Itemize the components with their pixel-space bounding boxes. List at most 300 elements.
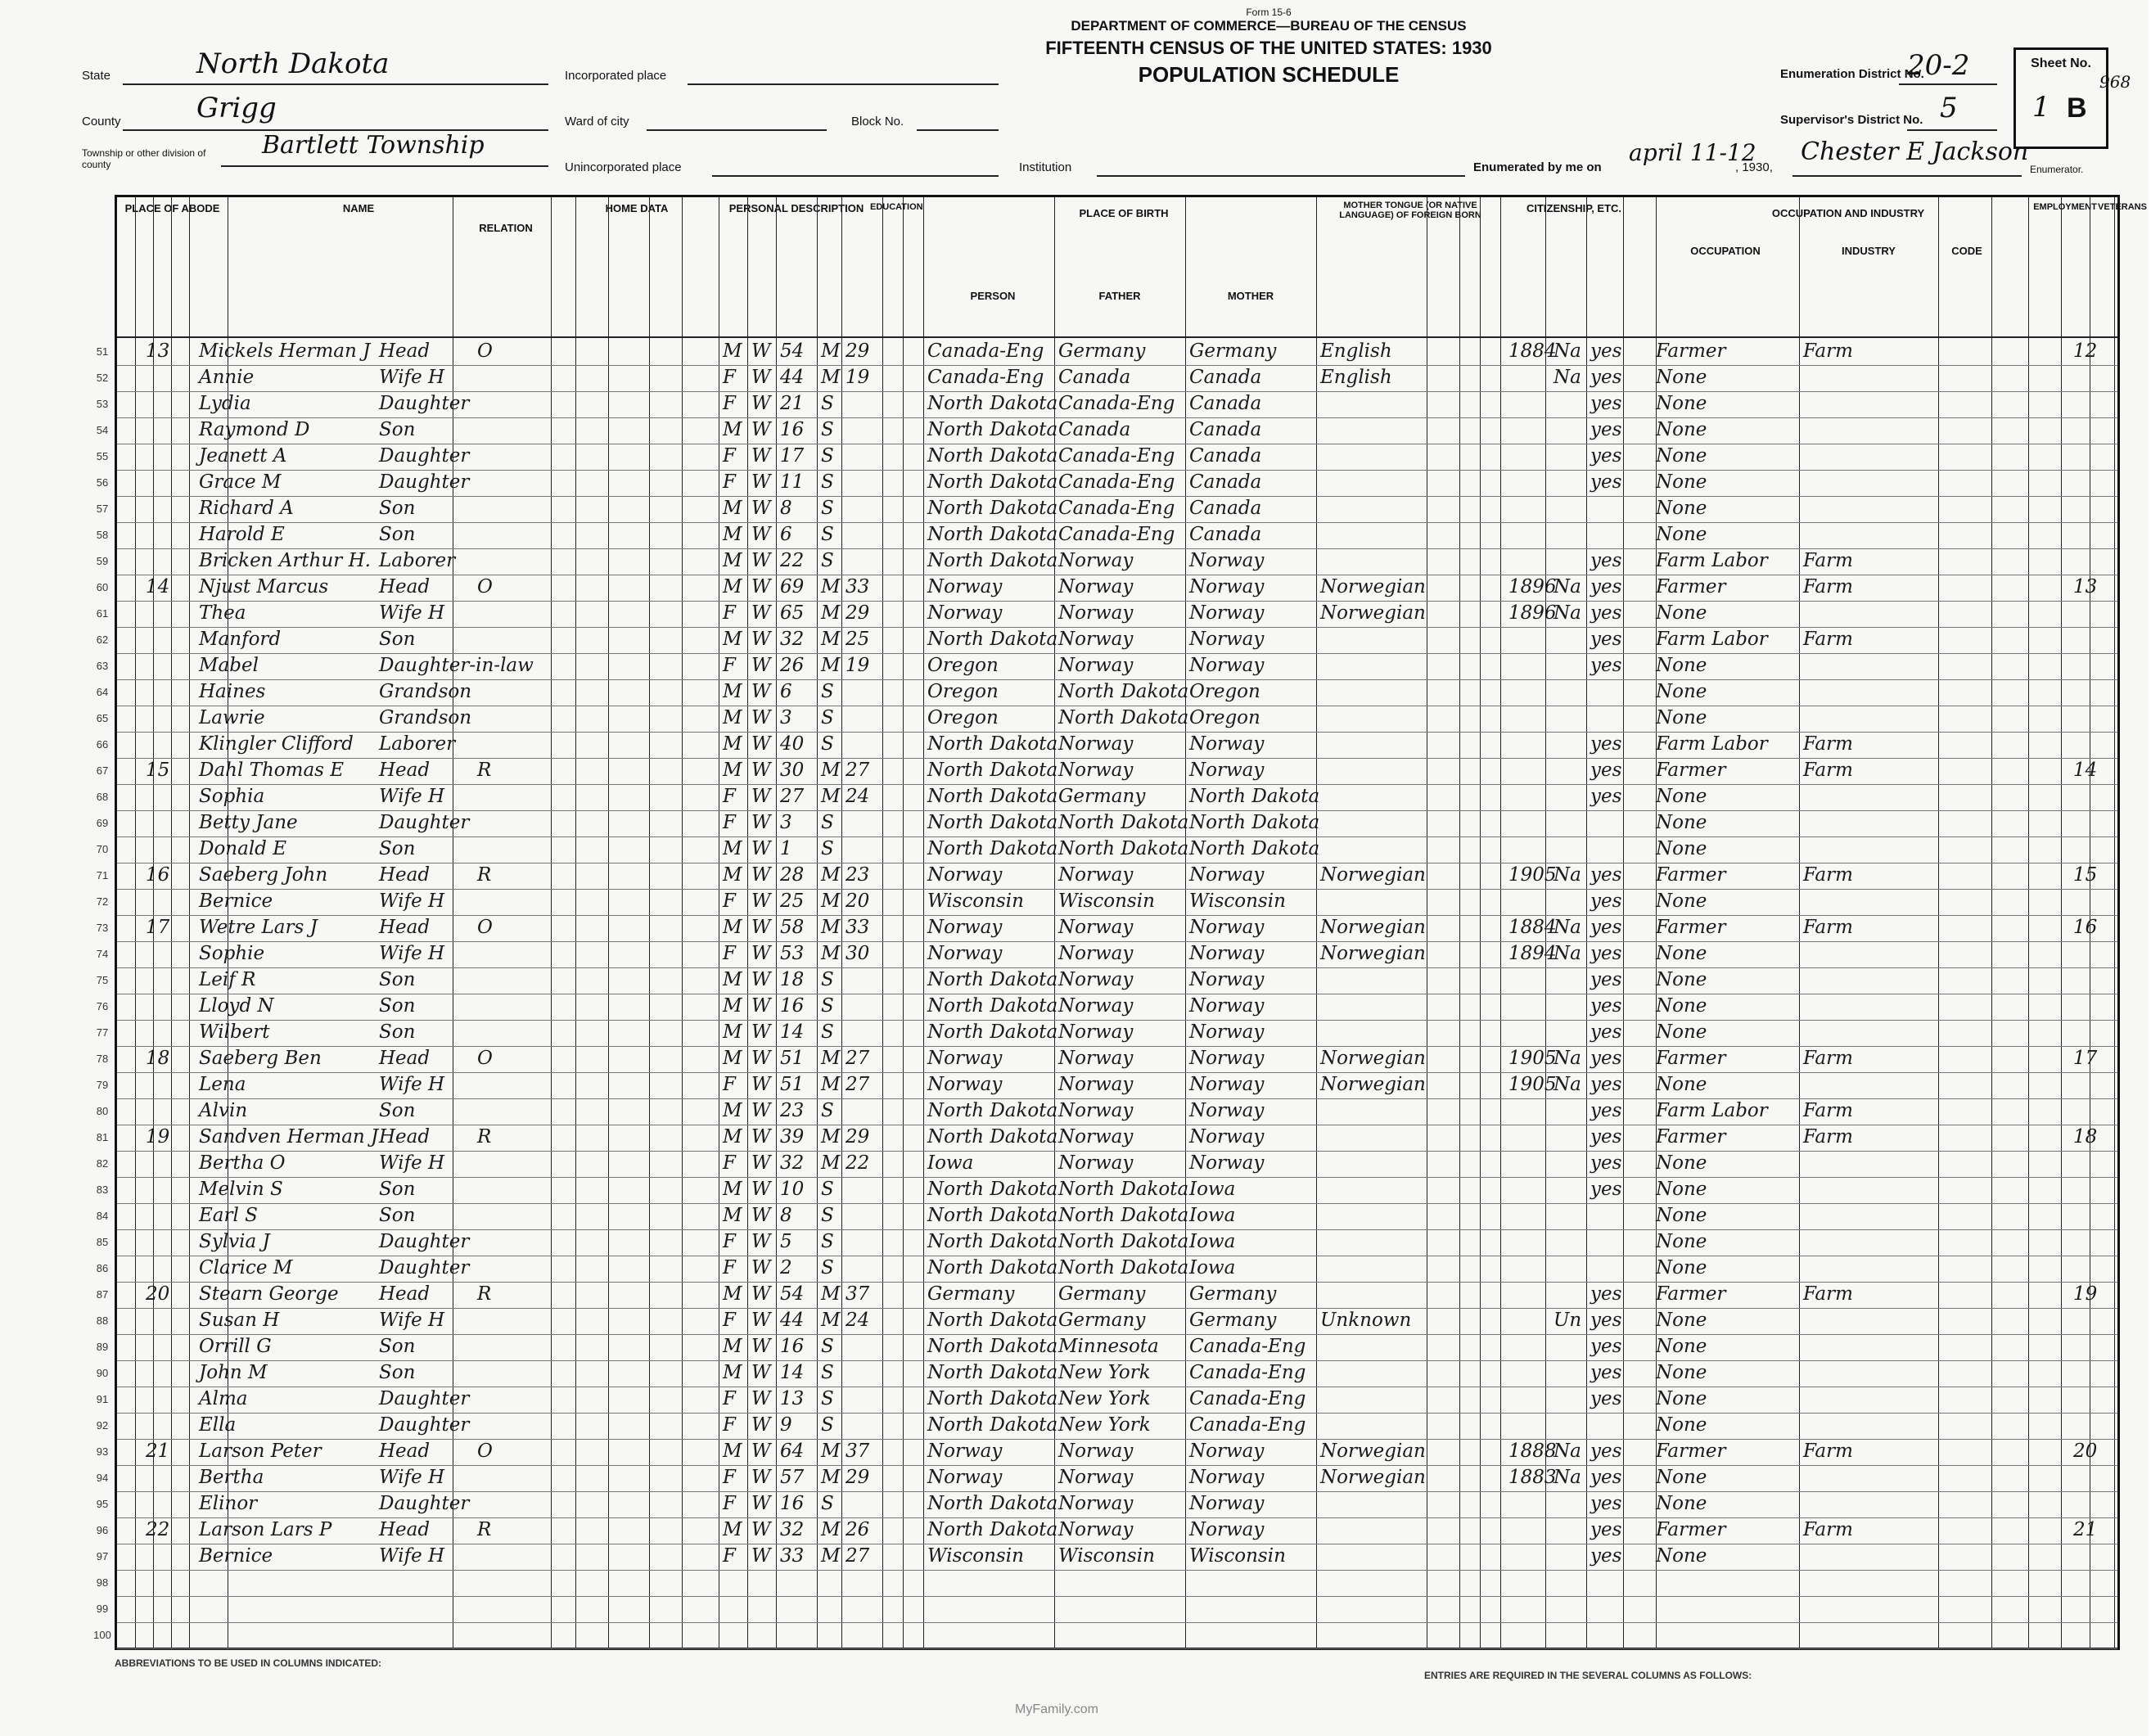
cell-father: Canada-Eng	[1058, 445, 1175, 467]
cell-race: W	[751, 943, 771, 964]
cell-imm	[1508, 1621, 1549, 1648]
cell-fam	[2073, 940, 2114, 967]
cell-sex: F	[723, 1414, 736, 1436]
cell-ind	[1803, 1255, 1934, 1282]
line-number: 74	[96, 948, 109, 960]
cell-ind	[1803, 1464, 1934, 1491]
cell-name: Lloyd N	[199, 995, 274, 1017]
cell-ms: S	[821, 1257, 834, 1278]
cell-eng: yes	[1590, 1493, 1622, 1514]
line-number: 82	[96, 1157, 109, 1170]
cell-rel: Daughter-in-law	[379, 655, 534, 676]
cell-imm	[1508, 469, 1549, 496]
cell-birth: Wisconsin	[927, 891, 1024, 912]
cell-am	[846, 1569, 878, 1596]
cell-ind: Farm	[1803, 917, 1853, 938]
cell-name: Melvin S	[199, 1179, 283, 1200]
cell-home	[477, 1176, 510, 1203]
cell-eng: yes	[1590, 550, 1622, 571]
cell-name: Mabel	[199, 655, 259, 676]
cell-birth: North Dakota	[927, 1414, 1058, 1436]
cell-ind	[1803, 836, 1934, 863]
cell-father: Germany	[1058, 786, 1146, 807]
group-education: EDUCATION	[870, 202, 923, 212]
cell-mother: Norway	[1189, 602, 1265, 624]
cell-father: Norway	[1058, 733, 1134, 755]
cell-ms: S	[821, 1231, 834, 1252]
cell-age	[780, 1621, 813, 1648]
cell-imm: 1905	[1508, 1048, 1557, 1069]
cell-nat	[1554, 1202, 1586, 1229]
cell-fam	[2073, 967, 2114, 994]
cell-home	[477, 1490, 510, 1517]
table-row	[96, 338, 2117, 366]
cell-home	[477, 967, 510, 994]
cell-ind: Farm	[1803, 1519, 1853, 1540]
cell-birth: North Dakota	[927, 1336, 1058, 1357]
census-grid	[93, 195, 2147, 1650]
cell-home: O	[477, 576, 493, 597]
cell-imm	[1508, 1517, 1549, 1544]
cell-rel: Son	[379, 1205, 416, 1226]
cell-ind: Farm	[1803, 1100, 1853, 1121]
cell-dw	[146, 390, 187, 417]
cell-ms: M	[821, 1074, 841, 1095]
table-row	[96, 1438, 2117, 1466]
cell-rel: Daughter	[379, 393, 470, 414]
cell-eng	[1590, 1412, 1623, 1439]
table-row	[96, 757, 2117, 785]
cell-name: Betty Jane	[199, 812, 298, 833]
cell-birth: North Dakota	[927, 1493, 1058, 1514]
col-occupation: OCCUPATION	[1690, 245, 1761, 257]
cell-race: W	[751, 629, 771, 650]
cell-imm	[1508, 1255, 1549, 1282]
cell-ms: M	[821, 1152, 841, 1174]
cell-race: W	[751, 1074, 771, 1095]
cell-tongue	[1320, 757, 1427, 784]
line-number: 100	[93, 1629, 111, 1641]
cell-dw	[146, 626, 187, 653]
cell-ind	[1803, 1359, 1934, 1387]
line-number: 78	[96, 1053, 109, 1065]
cell-tongue	[1320, 705, 1427, 732]
cell-birth: Oregon	[927, 707, 999, 728]
cell-tongue: Norwegian	[1320, 602, 1426, 624]
cell-dw	[146, 1490, 187, 1517]
cell-fam	[2073, 1098, 2114, 1125]
cell-rel: Head	[379, 340, 431, 362]
cell-name: Saeberg Ben	[199, 1048, 322, 1069]
footer-abbreviations: ABBREVIATIONS TO BE USED IN COLUMNS INDICATED:	[115, 1657, 382, 1669]
line-number: 99	[96, 1603, 109, 1615]
cell-age: 39	[780, 1126, 805, 1148]
form-number: Form 15-6	[1246, 7, 1292, 18]
cell-dw: 15	[146, 760, 170, 781]
cell-birth: Oregon	[927, 655, 999, 676]
cell-father: North Dakota	[1058, 838, 1189, 859]
cell-home	[477, 1150, 510, 1177]
table-row	[96, 574, 2117, 602]
cell-nat	[1554, 1490, 1586, 1517]
line-number: 95	[96, 1498, 109, 1510]
cell-race: W	[751, 602, 771, 624]
cell-nat: Un	[1554, 1310, 1582, 1331]
line-number: 79	[96, 1079, 109, 1091]
cell-rel: Son	[379, 524, 416, 545]
cell-imm: 1896	[1508, 602, 1557, 624]
cell-mother: North Dakota	[1189, 812, 1320, 833]
cell-occ	[1656, 1621, 1795, 1648]
table-row	[96, 731, 2117, 759]
cell-sex: F	[723, 1074, 736, 1095]
cell-occ: None	[1656, 995, 1707, 1017]
cell-imm	[1508, 417, 1549, 444]
cell-rel: Son	[379, 1179, 416, 1200]
cell-father: Norway	[1058, 550, 1134, 571]
cell-rel: Son	[379, 498, 416, 519]
cell-home	[477, 1229, 510, 1256]
cell-mother: Germany	[1189, 340, 1277, 362]
cell-ind	[1803, 1202, 1934, 1229]
cell-race: W	[751, 917, 771, 938]
cell-dw	[146, 731, 187, 758]
table-row	[96, 1255, 2117, 1283]
cell-birth: North Dakota	[927, 629, 1058, 650]
cell-father: Norway	[1058, 917, 1134, 938]
cell-eng: yes	[1590, 1152, 1622, 1174]
cell-nat	[1554, 1359, 1586, 1387]
table-row	[96, 783, 2117, 811]
cell-name	[199, 1569, 371, 1596]
cell-father: Germany	[1058, 1310, 1146, 1331]
cell-am: 37	[846, 1441, 870, 1462]
cell-birth: Iowa	[927, 1152, 974, 1174]
township-value: Bartlett Township	[262, 131, 485, 160]
cell-age: 33	[780, 1545, 805, 1567]
cell-dw	[146, 1098, 187, 1125]
line-number: 73	[96, 922, 109, 934]
cell-ind	[1803, 1386, 1934, 1413]
cell-imm	[1508, 1543, 1549, 1570]
table-row	[96, 364, 2117, 392]
cell-imm	[1508, 731, 1549, 758]
table-row	[96, 1176, 2117, 1204]
cell-ind	[1803, 1307, 1934, 1334]
cell-age: 13	[780, 1388, 805, 1409]
line-number: 72	[96, 895, 109, 908]
line-number: 64	[96, 686, 109, 698]
cell-birth: North Dakota	[927, 733, 1058, 755]
cell-home	[477, 390, 510, 417]
cell-birth	[927, 1621, 1058, 1648]
cell-dw	[146, 443, 187, 470]
line-number: 93	[96, 1445, 109, 1458]
cell-tongue	[1320, 836, 1427, 863]
cell-occ	[1656, 1595, 1795, 1622]
table-row	[96, 1543, 2117, 1571]
state-label: State	[82, 69, 111, 83]
cell-birth: North Dakota	[927, 1257, 1058, 1278]
line-number: 94	[96, 1472, 109, 1484]
line-number: 97	[96, 1550, 109, 1562]
cell-sex: F	[723, 1231, 736, 1252]
cell-dw	[146, 1176, 187, 1203]
cell-eng	[1590, 836, 1623, 863]
cell-race: W	[751, 1519, 771, 1540]
cell-imm	[1508, 521, 1549, 548]
cell-am	[846, 1176, 878, 1203]
cell-rel: Son	[379, 629, 416, 650]
group-citizenship: CITIZENSHIP, ETC.	[1526, 202, 1622, 214]
cell-race: W	[751, 445, 771, 467]
cell-nat	[1554, 1621, 1586, 1648]
cell-mother: Canada	[1189, 419, 1262, 440]
cell-father: Wisconsin	[1058, 891, 1155, 912]
cell-ind: Farm	[1803, 733, 1853, 755]
cell-eng	[1590, 1229, 1623, 1256]
cell-race: W	[751, 1414, 771, 1436]
cell-dw	[146, 548, 187, 575]
cell-dw	[146, 364, 187, 391]
cell-am: 30	[846, 943, 870, 964]
cell-eng: yes	[1590, 891, 1622, 912]
cell-imm	[1508, 1490, 1549, 1517]
line-number: 92	[96, 1419, 109, 1432]
cell-occ: None	[1656, 1362, 1707, 1383]
cell-rel: Head	[379, 760, 431, 781]
cell-father: Canada	[1058, 367, 1131, 388]
cell-nat	[1554, 652, 1586, 679]
cell-eng	[1590, 1595, 1623, 1622]
cell-father: North Dakota	[1058, 1205, 1189, 1226]
cell-rel: Son	[379, 419, 416, 440]
table-row	[96, 548, 2117, 575]
cell-am	[846, 1490, 878, 1517]
line-number: 71	[96, 869, 109, 882]
cell-nat	[1554, 1333, 1586, 1360]
cell-name: Bernice	[199, 891, 273, 912]
table-row	[96, 1150, 2117, 1178]
cell-father: Norway	[1058, 1100, 1134, 1121]
cell-imm: 1888	[1508, 1441, 1557, 1462]
cell-name: Mickels Herman J	[199, 340, 371, 362]
cell-mother: North Dakota	[1189, 838, 1320, 859]
block-label: Block No.	[851, 115, 904, 129]
cell-race: W	[751, 1310, 771, 1331]
cell-mother: Canada	[1189, 367, 1262, 388]
cell-race: W	[751, 864, 771, 886]
cell-birth: North Dakota	[927, 393, 1058, 414]
cell-eng: yes	[1590, 1388, 1622, 1409]
cell-race: W	[751, 498, 771, 519]
cell-rel: Daughter	[379, 1493, 470, 1514]
line-number: 91	[96, 1393, 109, 1405]
cell-mother: Norway	[1189, 1074, 1265, 1095]
cell-name: Lawrie	[199, 707, 265, 728]
cell-occ: Farm Labor	[1656, 550, 1768, 571]
cell-ind	[1803, 521, 1934, 548]
cell-am: 29	[846, 602, 870, 624]
cell-tongue	[1320, 1229, 1427, 1256]
cell-sex: M	[723, 524, 742, 545]
cell-rel	[379, 1621, 469, 1648]
cell-dw	[146, 600, 187, 627]
cell-mother: Canada-Eng	[1189, 1388, 1306, 1409]
cell-am	[846, 731, 878, 758]
cell-race: W	[751, 524, 771, 545]
cell-age: 32	[780, 1152, 805, 1174]
cell-eng: yes	[1590, 760, 1622, 781]
cell-nat	[1554, 809, 1586, 836]
cell-ms: S	[821, 1205, 834, 1226]
cell-am	[846, 443, 878, 470]
incorporated-line	[688, 83, 999, 85]
cell-nat	[1554, 1229, 1586, 1256]
cell-nat: Na	[1554, 1467, 1581, 1488]
cell-am: 24	[846, 786, 870, 807]
line-number: 62	[96, 634, 109, 646]
cell-tongue	[1320, 1150, 1427, 1177]
cell-fam	[2073, 1543, 2114, 1570]
cell-fam	[2073, 1071, 2114, 1098]
cell-fam	[2073, 809, 2114, 836]
cell-fam	[2073, 1255, 2114, 1282]
cell-tongue: Norwegian	[1320, 864, 1426, 886]
cell-imm	[1508, 1124, 1549, 1151]
cell-occ: Farmer	[1656, 760, 1726, 781]
cell-eng	[1590, 1202, 1623, 1229]
cell-race: W	[751, 576, 771, 597]
cell-mother: Norway	[1189, 917, 1265, 938]
cell-tongue	[1320, 469, 1427, 496]
cell-birth: North Dakota	[927, 524, 1058, 545]
cell-tongue	[1320, 1621, 1427, 1648]
cell-ind	[1803, 652, 1934, 679]
cell-eng: yes	[1590, 445, 1622, 467]
cell-occ: None	[1656, 786, 1707, 807]
county-value: Grigg	[196, 92, 277, 124]
cell-rel: Daughter	[379, 1231, 470, 1252]
cell-rel: Son	[379, 969, 416, 990]
cell-mother: Norway	[1189, 1519, 1265, 1540]
cell-home	[477, 1621, 510, 1648]
cell-age: 64	[780, 1441, 805, 1462]
cell-rel: Wife H	[379, 1467, 445, 1488]
table-row	[96, 1412, 2117, 1440]
cell-imm	[1508, 679, 1549, 706]
cell-fam	[2073, 1569, 2114, 1596]
cell-sex: M	[723, 917, 742, 938]
cell-birth: Norway	[927, 576, 1003, 597]
cell-race: W	[751, 1283, 771, 1305]
cell-ms: S	[821, 681, 834, 702]
cell-sex: F	[723, 393, 736, 414]
table-row	[96, 417, 2117, 444]
cell-name: Clarice M	[199, 1257, 293, 1278]
cell-tongue	[1320, 1543, 1427, 1570]
cell-race: W	[751, 1126, 771, 1148]
cell-home	[477, 443, 510, 470]
cell-imm	[1508, 888, 1549, 915]
cell-age: 30	[780, 760, 805, 781]
cell-fam	[2073, 364, 2114, 391]
cell-nat	[1554, 888, 1586, 915]
cell-dw	[146, 1464, 187, 1491]
cell-tongue: English	[1320, 340, 1392, 362]
cell-home	[477, 495, 510, 522]
page-stamp: 968	[2099, 72, 2131, 92]
cell-imm: 1894	[1508, 943, 1557, 964]
cell-tongue	[1320, 783, 1427, 810]
table-row	[96, 443, 2117, 471]
table-row	[96, 679, 2117, 706]
cell-ind	[1803, 888, 1934, 915]
cell-nat	[1554, 967, 1586, 994]
cell-occ: Farmer	[1656, 1519, 1726, 1540]
cell-home	[477, 1595, 510, 1622]
cell-fam	[2073, 1333, 2114, 1360]
cell-father: Germany	[1058, 1283, 1146, 1305]
cell-ind: Farm	[1803, 1283, 1853, 1305]
line-number: 70	[96, 843, 109, 855]
cell-father: Norway	[1058, 576, 1134, 597]
enumerated-label: Enumerated by me on	[1473, 160, 1602, 174]
cell-birth	[927, 1569, 1058, 1596]
cell-sex: M	[723, 576, 742, 597]
cell-rel: Daughter	[379, 1257, 470, 1278]
cell-sex: F	[723, 1493, 736, 1514]
cell-race: W	[751, 1205, 771, 1226]
cell-occ: Farmer	[1656, 1283, 1726, 1305]
cell-ms: S	[821, 550, 834, 571]
cell-dw	[146, 993, 187, 1020]
cell-mother	[1189, 1621, 1320, 1648]
line-number: 66	[96, 738, 109, 751]
cell-ms: M	[821, 1048, 841, 1069]
cell-home	[477, 1098, 510, 1125]
cell-tongue	[1320, 1176, 1427, 1203]
cell-imm	[1508, 652, 1549, 679]
cell-mother: Oregon	[1189, 681, 1260, 702]
cell-occ: Farmer	[1656, 576, 1726, 597]
cell-eng: yes	[1590, 733, 1622, 755]
cell-eng: yes	[1590, 864, 1622, 886]
cell-dw	[146, 809, 187, 836]
cell-mother: Canada	[1189, 445, 1262, 467]
cell-rel: Son	[379, 1021, 416, 1043]
cell-name	[199, 1595, 371, 1622]
cell-fam	[2073, 705, 2114, 732]
line-number: 98	[96, 1576, 109, 1589]
cell-imm: 1896	[1508, 576, 1557, 597]
cell-home	[477, 1019, 510, 1046]
cell-imm	[1508, 757, 1549, 784]
cell-name: Alma	[199, 1388, 248, 1409]
cell-imm	[1508, 390, 1549, 417]
cell-tongue	[1320, 1517, 1427, 1544]
cell-mother: Norway	[1189, 995, 1265, 1017]
cell-occ: None	[1656, 1336, 1707, 1357]
cell-am	[846, 1202, 878, 1229]
group-veterans: VETERANS	[2098, 202, 2147, 212]
cell-imm	[1508, 993, 1549, 1020]
group-home-data: HOME DATA	[605, 202, 669, 214]
cell-name: Bertha O	[199, 1152, 286, 1174]
cell-ind	[1803, 783, 1934, 810]
cell-am	[846, 705, 878, 732]
cell-rel: Grandson	[379, 681, 472, 702]
